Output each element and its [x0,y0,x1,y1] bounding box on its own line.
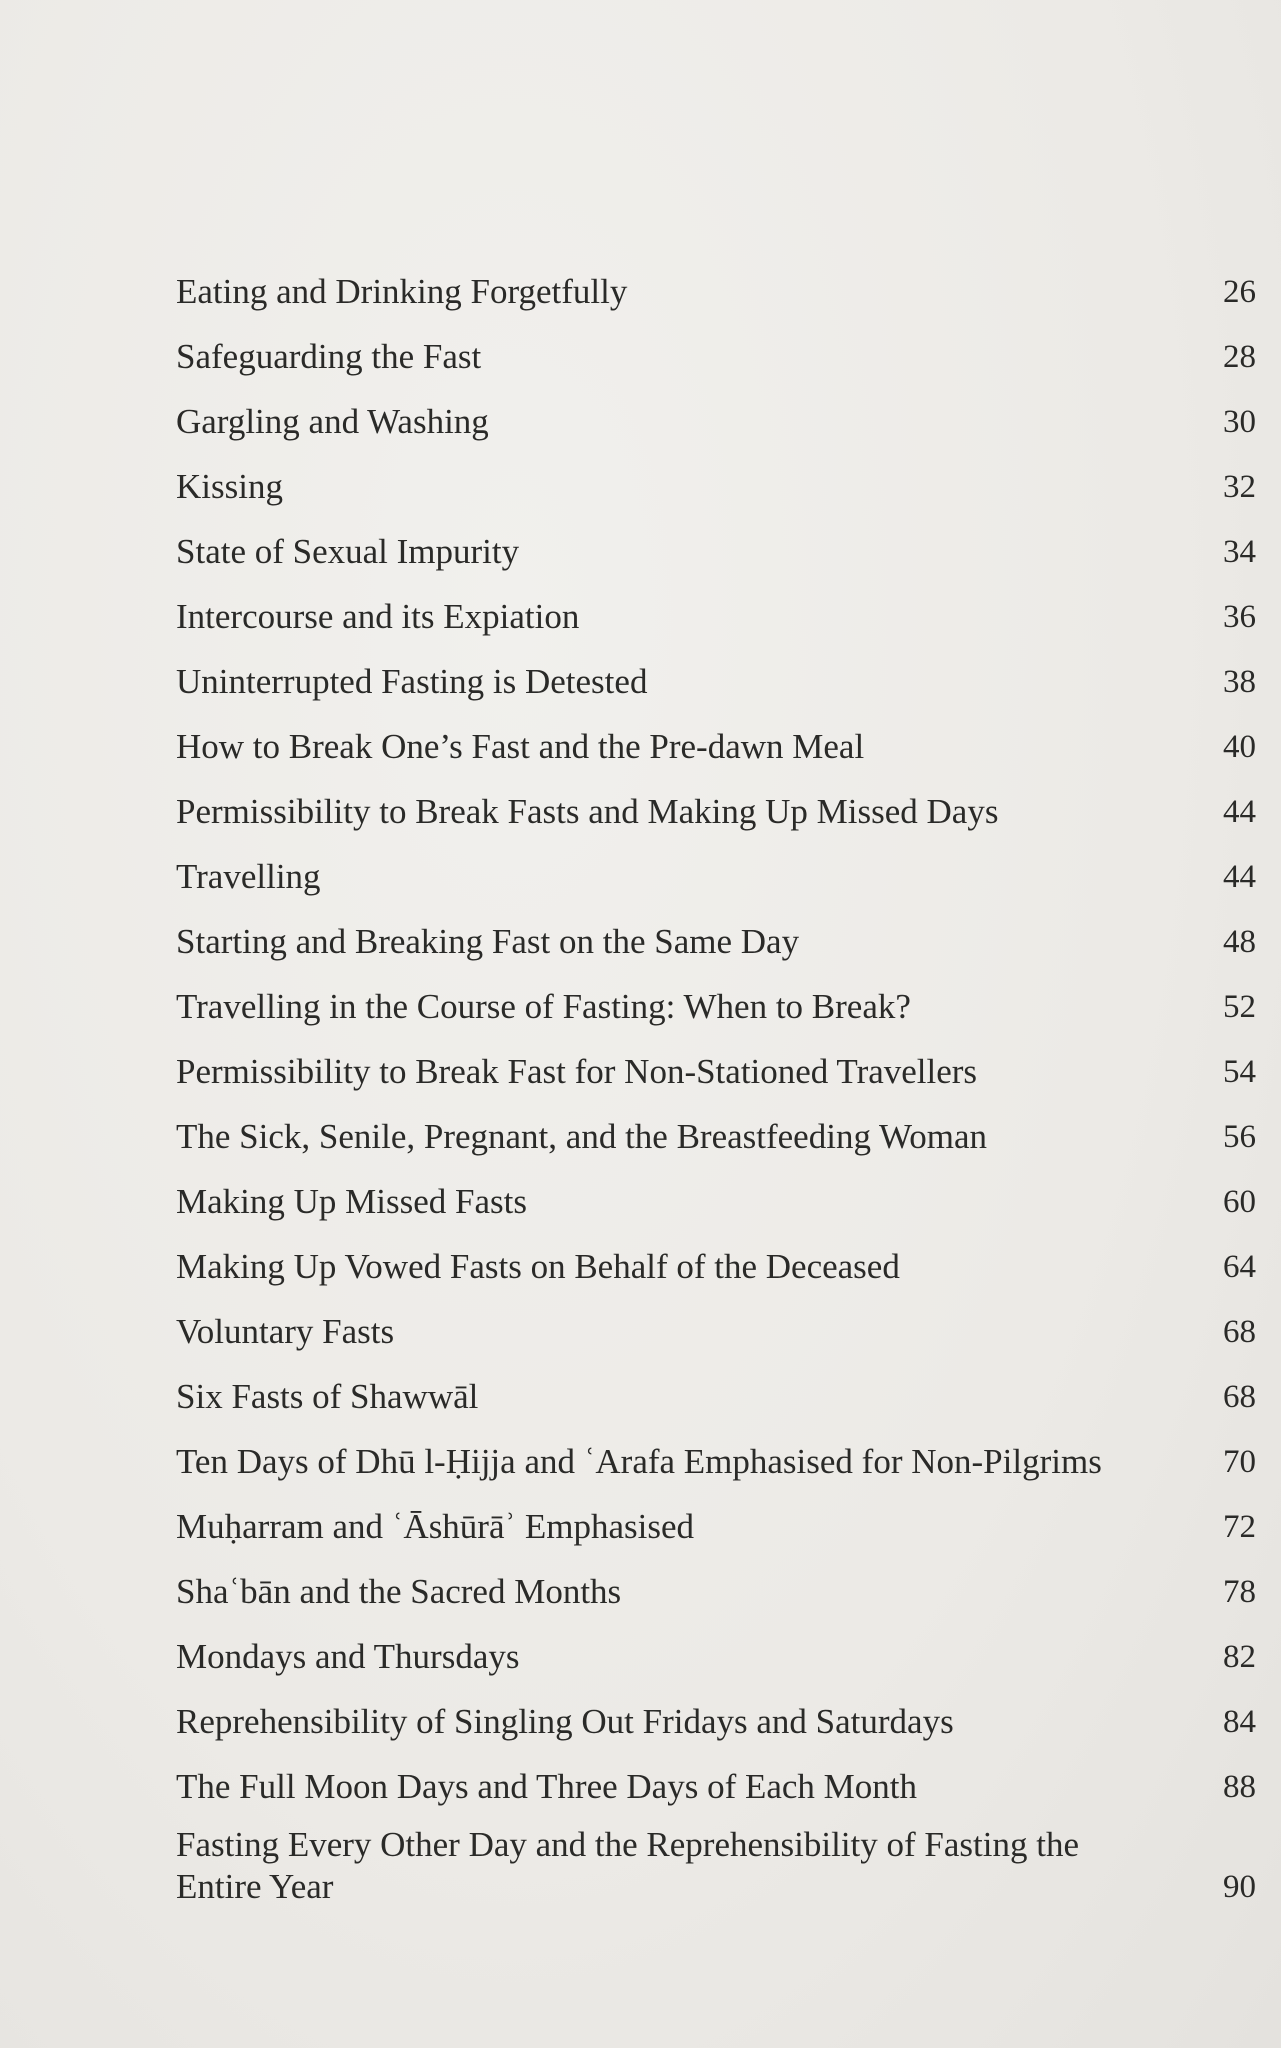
toc-entry-page: 68 [1223,1314,1256,1350]
toc-entry [176,313,1256,378]
table-of-contents [176,248,1256,1908]
toc-entry-title: Fasting Every Other Day and the Reprehensibility of Fasting the Entire Year [176,1825,1080,1906]
toc-entry-title: Six Fasts of Shawwāl [176,1377,479,1416]
toc-entry-page: 40 [1223,729,1256,765]
toc-entry-title: Permissibility to Break Fast for Non-Stationed Travellers [176,1052,978,1091]
toc-entry [176,508,1256,573]
toc-entry-title: Travelling in the Course of Fasting: When to Break? [176,987,911,1026]
toc-entry-page: 36 [1223,599,1256,635]
toc-entry-title: Shaʿbān and the Sacred Months [176,1572,622,1611]
toc-entry [176,963,1256,1028]
toc-entry-page: 32 [1223,469,1256,505]
toc-entry-page: 34 [1223,534,1256,570]
toc-entry [176,768,1256,833]
toc-entry [176,1548,1256,1613]
toc-entry-page: 26 [1223,274,1256,310]
toc-entry [176,1483,1256,1548]
toc-entry-page: 88 [1223,1769,1256,1805]
toc-entry-page: 70 [1223,1444,1256,1480]
toc-entry-page: 78 [1223,1574,1256,1610]
toc-entry [176,1223,1256,1288]
toc-entry [176,573,1256,638]
toc-entry-title: Making Up Missed Fasts [176,1182,527,1221]
toc-entry-title: Permissibility to Break Fasts and Making Up Missed Days [176,792,999,831]
toc-entry-title: Muḥarram and ʿĀshūrāʾ Emphasised [176,1507,695,1546]
toc-entry-page: 72 [1223,1509,1256,1545]
toc-entry-page: 84 [1223,1704,1256,1740]
toc-entry-page: 56 [1223,1119,1256,1155]
toc-entry [176,1158,1256,1223]
toc-entry [176,703,1256,768]
toc-entry-title: The Sick, Senile, Pregnant, and the Breastfeeding Woman [176,1117,988,1156]
toc-entry-title: Voluntary Fasts [176,1312,395,1351]
toc-entry-page: 90 [1223,1869,1256,1905]
toc-entry [176,1418,1256,1483]
toc-entry-title: How to Break One’s Fast and the Pre-dawn Meal [176,727,865,766]
toc-entry [176,1288,1256,1353]
toc-entry [176,1093,1256,1158]
toc-entry [176,638,1256,703]
toc-entry [176,1678,1256,1743]
toc-entry-page: 28 [1223,339,1256,375]
toc-entry-page: 54 [1223,1054,1256,1090]
toc-entry [176,898,1256,963]
toc-entry-page: 68 [1223,1379,1256,1415]
toc-entry-title: Kissing [176,467,283,506]
toc-entry-title: Intercourse and its Expiation [176,597,580,636]
toc-entry-page: 82 [1223,1639,1256,1675]
toc-entry-title: Uninterrupted Fasting is Detested [176,662,648,701]
toc-entry-title: State of Sexual Impurity [176,532,520,571]
toc-entry [176,443,1256,508]
toc-entry-title: Reprehensibility of Singling Out Fridays and Saturdays [176,1702,954,1741]
toc-entry [176,378,1256,443]
toc-entry [176,1808,1256,1908]
toc-entry-title: Ten Days of Dhū l-Ḥijja and ʿArafa Emphasised for Non-Pilgrims [176,1442,1102,1481]
toc-entry-title: The Full Moon Days and Three Days of Each Month [176,1767,918,1806]
toc-entry-title: Eating and Drinking Forgetfully [176,272,628,311]
toc-entry-title: Safeguarding the Fast [176,337,482,376]
toc-entry [176,1613,1256,1678]
toc-entry-page: 60 [1223,1184,1256,1220]
toc-entry-page: 52 [1223,989,1256,1025]
toc-entry [176,248,1256,313]
toc-entry-page: 38 [1223,664,1256,700]
toc-entry-title: Gargling and Washing [176,402,489,441]
toc-entry-page: 44 [1223,859,1256,895]
toc-entry [176,1743,1256,1808]
toc-entry-title: Making Up Vowed Fasts on Behalf of the Deceased [176,1247,900,1286]
toc-entry-title: Starting and Breaking Fast on the Same Day [176,922,800,961]
toc-entry-title: Mondays and Thursdays [176,1637,520,1676]
toc-entry-title: Travelling [176,857,321,896]
toc-entry-page: 48 [1223,924,1256,960]
toc-entry [176,833,1256,898]
toc-entry-page: 44 [1223,794,1256,830]
toc-entry-page: 64 [1223,1249,1256,1285]
toc-entry [176,1353,1256,1418]
toc-entry-page: 30 [1223,404,1256,440]
toc-entry [176,1028,1256,1093]
